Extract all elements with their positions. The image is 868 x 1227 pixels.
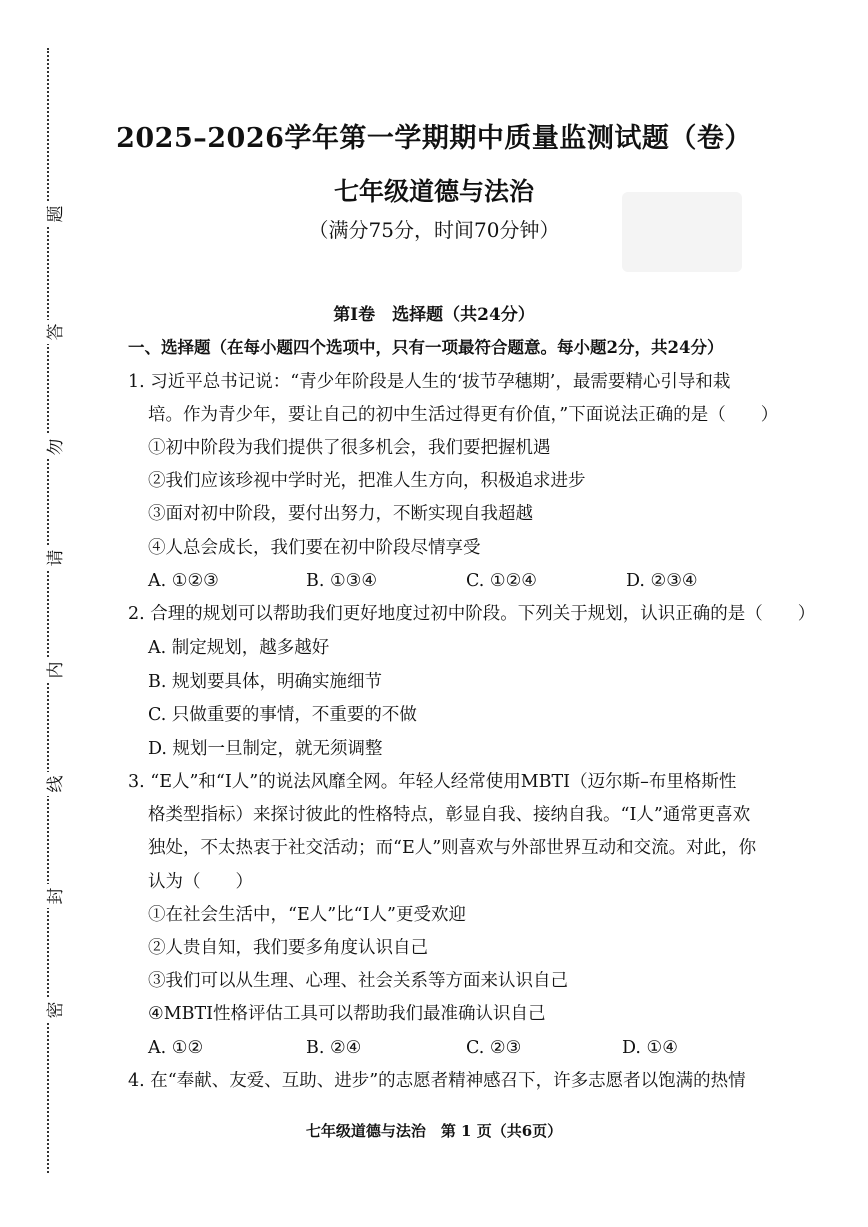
answer-option: B. ①③④: [306, 571, 378, 591]
page-footer: 七年级道德与法治 第 1 页（共6页）: [305, 1122, 563, 1140]
answer-option: B. ②④: [306, 1038, 362, 1058]
score-note: （满分75分，时间70分钟）: [308, 218, 560, 242]
statement-line: ④人总会成长，我们要在初中阶段尽情享受: [148, 538, 481, 558]
answer-option: A. 制定规划，越多越好: [148, 638, 330, 658]
binding-char: 线: [46, 772, 66, 796]
question-line: 2. 合理的规划可以帮助我们更好地度过初中阶段。下列关于规划，认识正确的是（ ）: [128, 604, 816, 624]
binding-char: 内: [46, 658, 66, 682]
question-line: 3. “E人”和“I人”的说法风靡全网。年轻人经常使用MBTI（迈尔斯–布里格斯性: [128, 772, 737, 792]
answer-option: D. ①④: [622, 1038, 678, 1058]
answer-option: C. ①②④: [466, 571, 537, 591]
question-line: 1. 习近平总书记说：“青少年阶段是人生的‘拔节孕穗期’，最需要精心引导和栽: [128, 372, 731, 392]
section-heading: 第Ⅰ卷 选择题（共24分）: [333, 305, 535, 325]
statement-line: ②我们应该珍视中学时光，把准人生方向，积极追求进步: [148, 471, 586, 491]
answer-option: A. ①②: [148, 1038, 204, 1058]
question-line: 培。作为青少年，要让自己的初中生活过得更有价值，”下面说法正确的是（ ）: [148, 405, 779, 425]
binding-char: 请: [46, 546, 66, 570]
section-instruction: 一、选择题（在每小题四个选项中，只有一项最符合题意。每小题2分，共24分）: [128, 338, 724, 357]
statement-line: ①在社会生活中，“E人”比“I人”更受欢迎: [148, 905, 466, 925]
statement-line: ③我们可以从生理、心理、社会关系等方面来认识自己: [148, 971, 568, 991]
statement-line: ②人贵自知，我们要多角度认识自己: [148, 938, 428, 958]
answer-option: C. 只做重要的事情，不重要的不做: [148, 705, 417, 725]
binding-char: 勿: [46, 435, 66, 459]
question-line: 格类型指标）来探讨彼此的性格特点，彰显自我、接纳自我。“I人”通常更喜欢: [148, 805, 751, 825]
exam-title: 2025–2026学年第一学期期中质量监测试题（卷）: [116, 123, 752, 154]
answer-option: D. ②③④: [626, 571, 698, 591]
statement-line: ③面对初中阶段，要付出努力，不断实现自我超越: [148, 504, 533, 524]
statement-line: ①初中阶段为我们提供了很多机会，我们要把握机遇: [148, 438, 551, 458]
statement-line: ④MBTI性格评估工具可以帮助我们最准确认识自己: [148, 1004, 546, 1024]
binding-char: 题: [46, 202, 66, 226]
answer-option: B. 规划要具体，明确实施细节: [148, 672, 382, 692]
question-line: 4. 在“奉献、友爱、互助、进步”的志愿者精神感召下，许多志愿者以饱满的热情: [128, 1071, 746, 1091]
answer-option: A. ①②③: [148, 571, 219, 591]
binding-char: 答: [46, 320, 66, 344]
question-line: 认为（ ）: [148, 872, 253, 892]
binding-char: 密: [46, 998, 66, 1022]
binding-char: 封: [46, 884, 66, 908]
answer-option: D. 规划一旦制定，就无须调整: [148, 739, 383, 759]
subject-title: 七年级道德与法治: [333, 177, 534, 206]
question-line: 独处，不太热衷于社交活动；而“E人”则喜欢与外部世界互动和交流。对此，你: [148, 838, 757, 858]
answer-option: C. ②③: [466, 1038, 522, 1058]
